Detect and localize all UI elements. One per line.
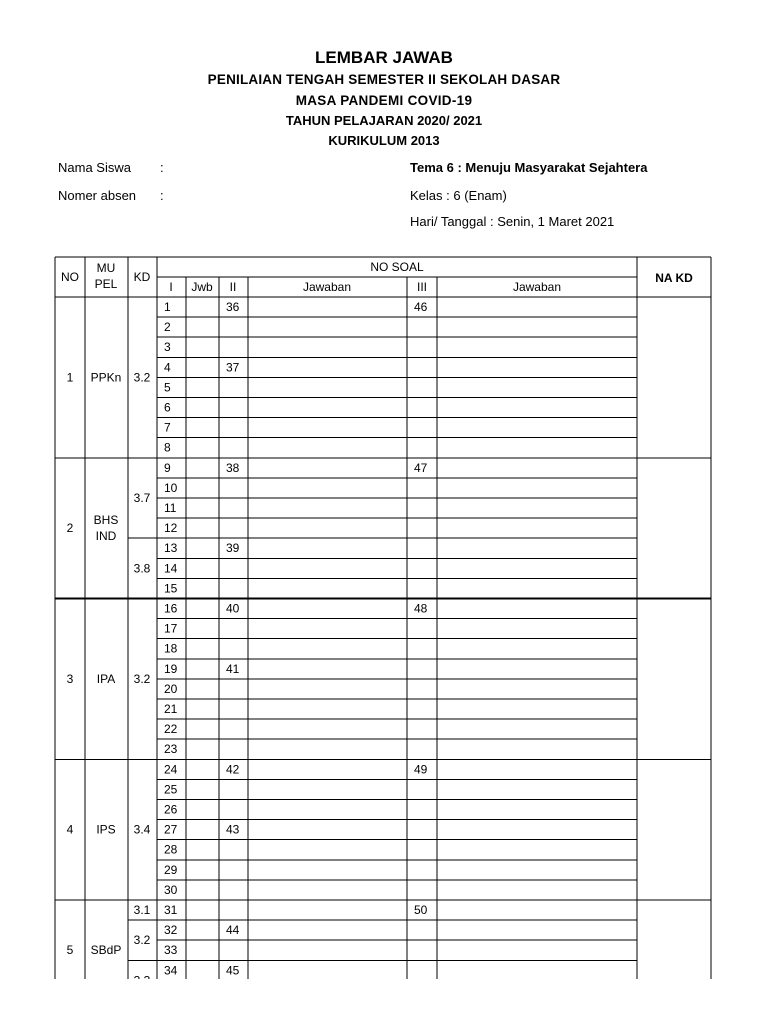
question-number-ii: 38 <box>226 460 240 475</box>
question-number-iii: 46 <box>414 300 428 314</box>
question-number-ii: 44 <box>226 923 240 938</box>
question-number-i: 10 <box>164 480 178 495</box>
subject-name: SBdP <box>90 943 122 958</box>
absence-number-label: Nomer absen <box>58 188 137 203</box>
pandemic-subtitle: MASA PANDEMI COVID-19 <box>295 93 473 108</box>
question-number-iii: 48 <box>414 601 428 616</box>
question-number-i: 13 <box>164 541 178 556</box>
question-number-i: 12 <box>164 521 178 536</box>
question-number-i: 30 <box>164 882 178 897</box>
kd-value: 3.1 <box>133 903 151 918</box>
header-jawaban: Jawaban <box>512 280 562 294</box>
question-number-i: 7 <box>164 420 171 435</box>
header-na-kd: NA KD <box>655 271 693 285</box>
question-number-i: 31 <box>164 903 178 917</box>
header-col-i: I <box>169 280 173 294</box>
question-number-i: 9 <box>164 460 171 475</box>
subject-number: 4 <box>66 822 74 837</box>
question-number-iii: 47 <box>414 460 428 475</box>
question-number-i: 29 <box>164 862 178 877</box>
absence-number-colon: : <box>160 188 164 203</box>
question-number-i: 28 <box>164 842 178 857</box>
question-number-i: 16 <box>164 601 178 616</box>
subject-name: BHS <box>93 513 119 528</box>
question-number-i: 18 <box>164 641 178 656</box>
question-number-iii: 49 <box>414 762 428 777</box>
student-name-colon: : <box>160 160 164 175</box>
header-no-soal: NO SOAL <box>370 260 424 274</box>
question-number-i: 6 <box>164 400 171 415</box>
question-number-i: 34 <box>164 963 178 978</box>
question-number-ii: 36 <box>226 300 240 314</box>
header-jawaban: Jawaban <box>302 280 352 294</box>
subject-name: IND <box>95 529 117 544</box>
question-number-ii: 41 <box>226 661 240 676</box>
question-number-ii: 42 <box>226 762 240 777</box>
question-number-i: 27 <box>164 822 178 837</box>
question-number-i: 17 <box>164 621 178 636</box>
question-number-i: 24 <box>164 762 178 777</box>
question-number-i: 5 <box>164 380 171 395</box>
question-number-i: 23 <box>164 742 178 757</box>
question-number-i: 8 <box>164 440 171 455</box>
kd-value: 3.2 <box>133 370 151 385</box>
subject-number: 3 <box>66 671 74 686</box>
header-kd: KD <box>133 270 151 284</box>
subject-number: 1 <box>66 370 74 385</box>
question-number-i: 33 <box>164 943 178 958</box>
question-number-ii: 39 <box>226 541 240 556</box>
page-bottom-margin <box>0 979 768 1024</box>
school-year: TAHUN PELAJARAN 2020/ 2021 <box>285 113 483 128</box>
question-number-ii: 40 <box>226 601 240 616</box>
question-number-i: 26 <box>164 802 178 817</box>
header-no: NO <box>61 270 79 284</box>
subject-name: IPS <box>96 822 116 837</box>
exam-subtitle: PENILAIAN TENGAH SEMESTER II SEKOLAH DASAR <box>207 72 561 87</box>
question-number-i: 1 <box>164 300 171 314</box>
question-number-i: 22 <box>164 722 178 737</box>
question-number-i: 3 <box>164 340 171 355</box>
header-col-ii: II <box>229 280 237 294</box>
curriculum: KURIKULUM 2013 <box>328 133 440 148</box>
kd-value: 3.2 <box>133 933 151 948</box>
student-name-label: Nama Siswa <box>58 160 131 175</box>
question-number-i: 11 <box>164 501 177 515</box>
question-number-iii: 50 <box>414 903 428 917</box>
question-number-i: 25 <box>164 782 178 797</box>
kd-value: 3.2 <box>133 671 151 686</box>
question-number-i: 2 <box>164 320 171 335</box>
question-number-ii: 45 <box>226 963 240 978</box>
theme-text: Tema 6 : Menuju Masyarakat Sejahtera <box>410 160 648 175</box>
class-label: Kelas : 6 (Enam) <box>410 188 507 203</box>
question-number-i: 14 <box>164 561 178 576</box>
kd-value: 3.7 <box>133 491 151 505</box>
question-number-ii: 43 <box>226 822 240 837</box>
question-number-ii: 37 <box>226 360 240 375</box>
question-number-i: 15 <box>164 581 178 596</box>
question-number-i: 20 <box>164 681 178 696</box>
subject-number: 2 <box>66 521 74 536</box>
header-mupel: MU <box>96 261 116 275</box>
question-number-i: 4 <box>164 360 171 375</box>
kd-value: 3.8 <box>133 561 151 576</box>
kd-value: 3.4 <box>133 822 151 837</box>
question-number-i: 19 <box>164 661 178 676</box>
subject-number: 5 <box>66 943 74 958</box>
header-mupel: PEL <box>94 277 118 291</box>
header-col-iii: III <box>416 280 428 294</box>
question-number-i: 32 <box>164 923 178 938</box>
subject-name: IPA <box>96 671 116 686</box>
question-number-i: 21 <box>164 702 178 716</box>
subject-name: PPKn <box>90 370 122 385</box>
page-title: LEMBAR JAWAB <box>315 48 453 67</box>
header-col-jwb: Jwb <box>191 280 213 294</box>
date-label: Hari/ Tanggal : Senin, 1 Maret 2021 <box>410 214 615 229</box>
